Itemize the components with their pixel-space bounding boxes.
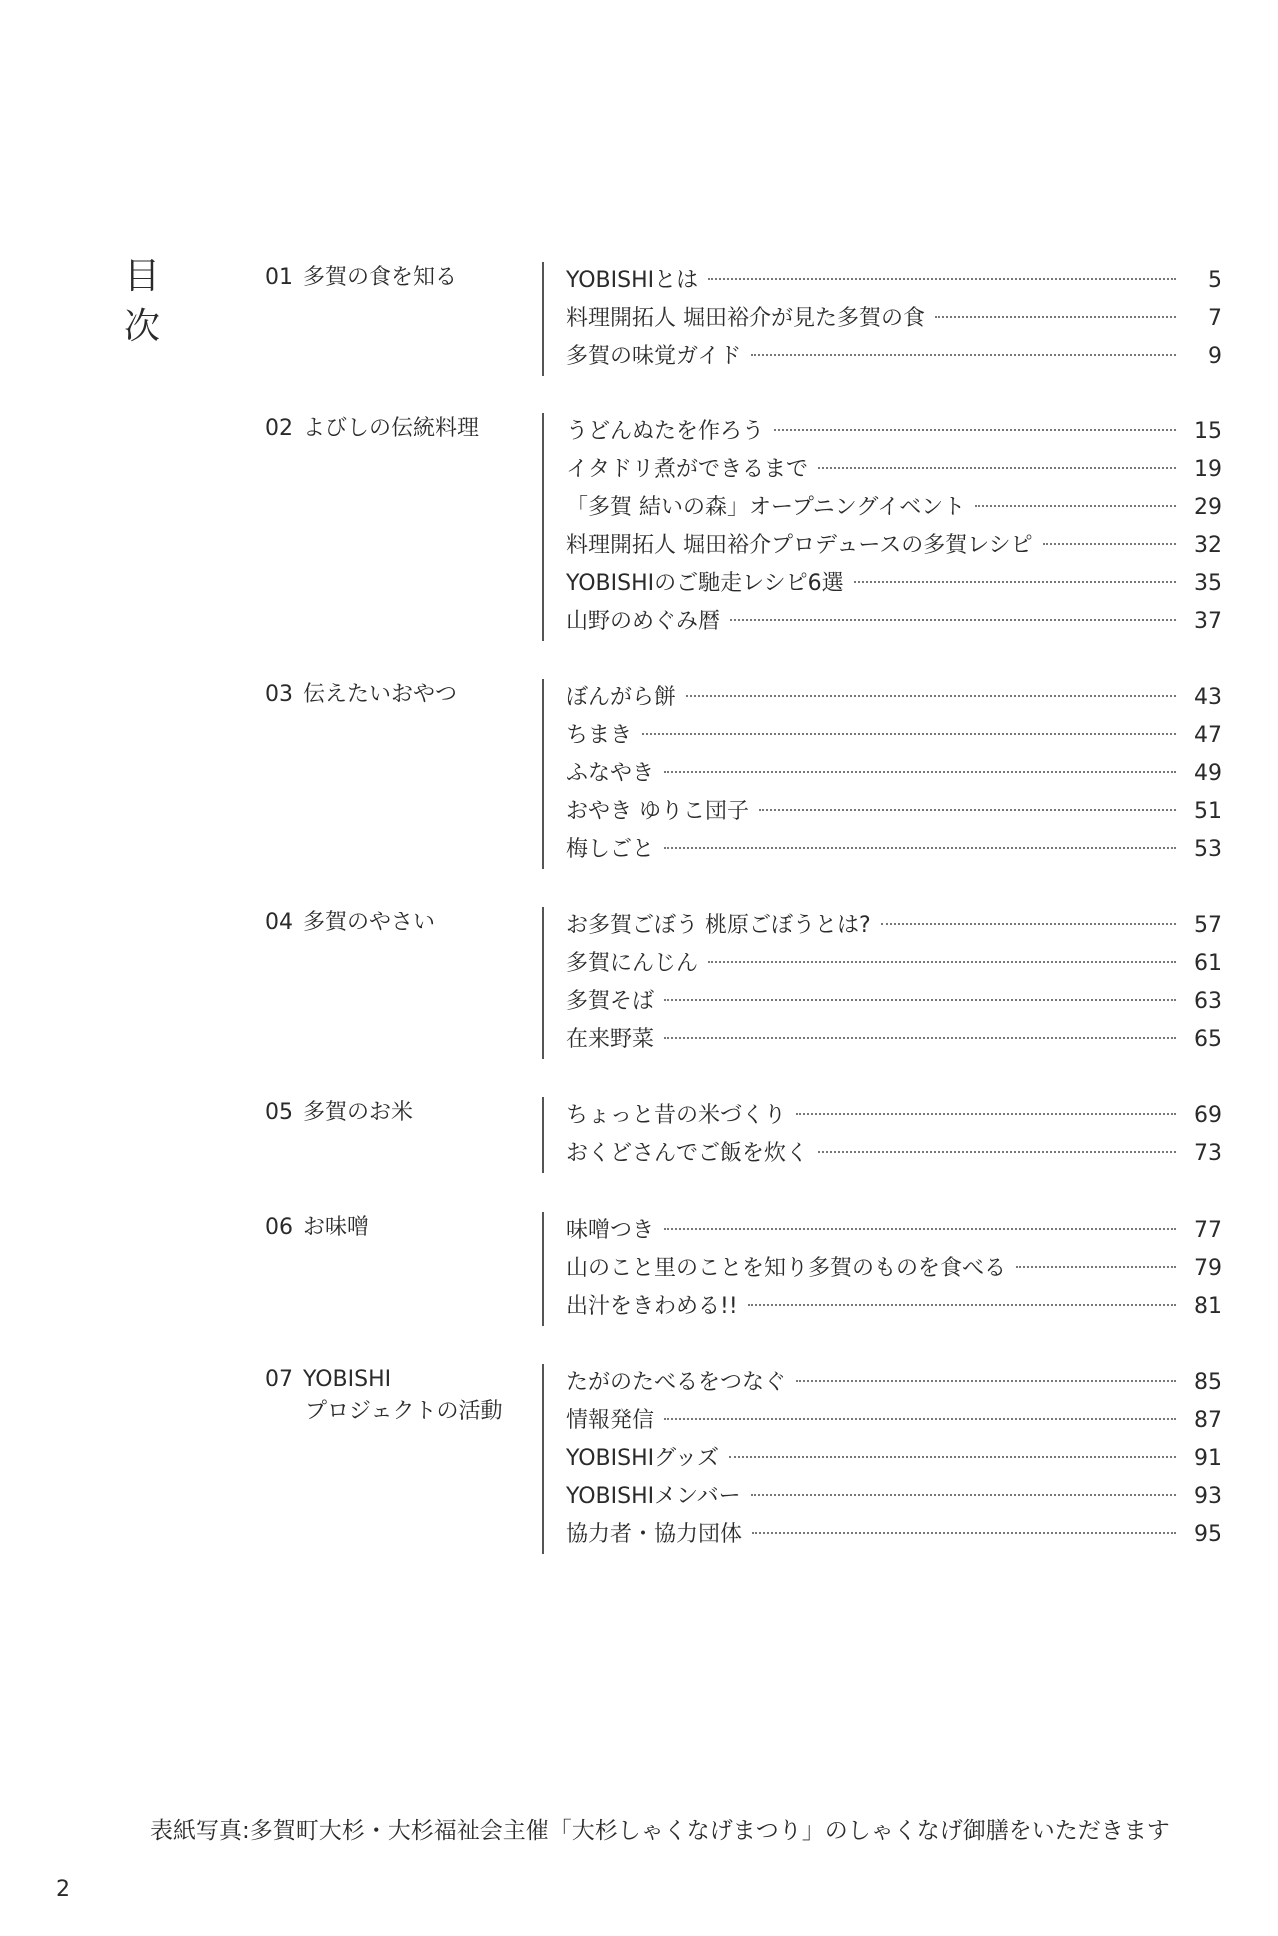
toc-entry[interactable] — [566, 413, 1222, 451]
leader-dots — [935, 316, 1176, 318]
toc-entry[interactable] — [566, 338, 1222, 376]
entry-title: 山野のめぐみ暦 — [566, 609, 721, 634]
section-number: 04 — [265, 910, 293, 935]
entry-title: 料理開拓人 堀田裕介が見た多賀の食 — [566, 306, 925, 331]
toc-entry[interactable] — [566, 489, 1222, 527]
entry-page: 91 — [1194, 1446, 1222, 1471]
entry-title: 協力者・協力団体 — [566, 1522, 743, 1547]
leader-dots — [759, 809, 1176, 811]
toc-entry[interactable] — [566, 717, 1222, 755]
leader-dots — [751, 354, 1176, 356]
section-number: 01 — [265, 265, 293, 290]
heading-char: 次 — [124, 306, 161, 347]
toc-entry[interactable] — [566, 300, 1222, 338]
leader-dots — [751, 1494, 1176, 1496]
toc-entry[interactable] — [566, 565, 1222, 603]
entry-title: 多賀そば — [566, 989, 655, 1014]
entry-title: 出汁をきわめる!! — [566, 1294, 738, 1319]
entry-page: 15 — [1194, 419, 1222, 444]
toc-entry[interactable] — [566, 527, 1222, 565]
entry-title: YOBISHIメンバー — [566, 1484, 741, 1509]
leader-dots — [664, 1418, 1176, 1420]
entry-page: 69 — [1194, 1103, 1222, 1128]
section-title: お味噌 — [303, 1215, 370, 1240]
section-label — [265, 262, 457, 294]
toc-entry[interactable] — [566, 1135, 1222, 1173]
leader-dots — [642, 733, 1176, 735]
leader-dots — [818, 467, 1176, 469]
entry-page: 7 — [1208, 306, 1222, 331]
section-title: 伝えたいおやつ — [303, 682, 458, 707]
entry-page: 5 — [1208, 268, 1222, 293]
section-number: 03 — [265, 682, 293, 707]
leader-dots — [729, 1456, 1176, 1458]
toc-entry[interactable] — [566, 1516, 1222, 1554]
toc-entry[interactable] — [566, 1097, 1222, 1135]
entry-title: 情報発信 — [566, 1408, 655, 1433]
toc-entry[interactable] — [566, 262, 1222, 300]
toc-entry[interactable] — [566, 1364, 1222, 1402]
entry-page: 51 — [1194, 799, 1222, 824]
entry-title: 多賀の味覚ガイド — [566, 344, 742, 369]
toc-entry[interactable] — [566, 1212, 1222, 1250]
entry-title: YOBISHIグッズ — [566, 1446, 720, 1471]
entry-list — [542, 413, 1222, 641]
section-label — [265, 907, 435, 939]
entry-title: ちまき — [566, 723, 633, 748]
page-heading — [124, 252, 164, 352]
leader-dots — [708, 278, 1176, 280]
toc-entry[interactable] — [566, 1021, 1222, 1059]
entry-list — [542, 1097, 1222, 1173]
entry-list — [542, 679, 1222, 869]
section-number: 05 — [265, 1100, 293, 1125]
section-label — [265, 1097, 413, 1129]
entry-title: 料理開拓人 堀田裕介プロデュースの多賀レシピ — [566, 533, 1033, 558]
entry-page: 19 — [1194, 457, 1222, 482]
section-title: 多賀のやさい — [303, 910, 436, 935]
entry-list — [542, 262, 1222, 376]
leader-dots — [975, 505, 1176, 507]
section-number: 07 — [265, 1367, 293, 1392]
entry-title: 多賀にんじん — [566, 951, 699, 976]
entry-page: 65 — [1194, 1027, 1222, 1052]
leader-dots — [748, 1304, 1176, 1306]
section-label — [265, 1212, 369, 1244]
page-number: 2 — [56, 1877, 70, 1902]
entry-title: 味噌つき — [566, 1218, 655, 1243]
leader-dots — [708, 961, 1176, 963]
entry-page: 29 — [1194, 495, 1222, 520]
section-title: YOBISHI — [303, 1367, 392, 1392]
entry-list — [542, 1212, 1222, 1326]
entry-title: 梅しごと — [566, 837, 655, 862]
entry-page: 77 — [1194, 1218, 1222, 1243]
toc-entry[interactable] — [566, 1288, 1222, 1326]
leader-dots — [796, 1380, 1176, 1382]
section-number: 06 — [265, 1215, 293, 1240]
entry-title: ちょっと昔の米づくり — [566, 1103, 787, 1128]
section-number: 02 — [265, 416, 293, 441]
toc-entry[interactable] — [566, 603, 1222, 641]
toc-entry[interactable] — [566, 451, 1222, 489]
leader-dots — [664, 1037, 1176, 1039]
section-subtitle: プロジェクトの活動 — [305, 1399, 503, 1424]
entry-page: 85 — [1194, 1370, 1222, 1395]
entry-page: 87 — [1194, 1408, 1222, 1433]
leader-dots — [796, 1113, 1176, 1115]
toc-entry[interactable] — [566, 1478, 1222, 1516]
toc-entry[interactable] — [566, 983, 1222, 1021]
section-label — [265, 1364, 503, 1428]
cover-photo-caption: 表紙写真:多賀町大杉・大杉福祉会主催「大杉しゃくなげまつり」のしゃくなげ御膳をいただきます — [150, 1818, 1170, 1844]
leader-dots — [752, 1532, 1176, 1534]
entry-page: 43 — [1194, 685, 1222, 710]
leader-dots — [1043, 543, 1176, 545]
entry-title: お多賀ごぼう 桃原ごぼうとは? — [566, 913, 871, 938]
leader-dots — [664, 999, 1176, 1001]
entry-title: ぼんがら餅 — [566, 685, 677, 710]
toc-entry[interactable] — [566, 1250, 1222, 1288]
leader-dots — [730, 619, 1176, 621]
heading-char: 目 — [124, 256, 161, 297]
leader-dots — [664, 847, 1176, 849]
entry-title: ふなやき — [566, 761, 655, 786]
toc-entry[interactable] — [566, 793, 1222, 831]
toc-entry[interactable] — [566, 945, 1222, 983]
leader-dots — [1016, 1266, 1176, 1268]
section-title: 多賀のお米 — [303, 1100, 414, 1125]
entry-title: イタドリ煮ができるまで — [566, 457, 809, 482]
leader-dots — [854, 581, 1176, 583]
leader-dots — [818, 1151, 1176, 1153]
entry-title: うどんぬたを作ろう — [566, 419, 765, 444]
section-title: 多賀の食を知る — [303, 265, 458, 290]
toc-entry[interactable] — [566, 755, 1222, 793]
entry-page: 81 — [1194, 1294, 1222, 1319]
entry-title: YOBISHIとは — [566, 268, 699, 293]
entry-title: 在来野菜 — [566, 1027, 655, 1052]
entry-title: おやき ゆりこ団子 — [566, 799, 749, 824]
leader-dots — [686, 695, 1176, 697]
entry-page: 37 — [1194, 609, 1222, 634]
entry-page: 32 — [1194, 533, 1222, 558]
toc-entry[interactable] — [566, 679, 1222, 717]
section-label — [265, 413, 479, 445]
entry-page: 9 — [1208, 344, 1222, 369]
leader-dots — [664, 771, 1176, 773]
toc-entry[interactable] — [566, 1402, 1222, 1440]
entry-list — [542, 1364, 1222, 1554]
entry-page: 57 — [1194, 913, 1222, 938]
entry-title: たがのたべるをつなぐ — [566, 1370, 787, 1395]
section-label — [265, 679, 457, 711]
entry-page: 93 — [1194, 1484, 1222, 1509]
entry-page: 49 — [1194, 761, 1222, 786]
leader-dots — [774, 429, 1176, 431]
entry-page: 61 — [1194, 951, 1222, 976]
toc-entry[interactable] — [566, 1440, 1222, 1478]
section-title: よびしの伝統料理 — [303, 416, 480, 441]
leader-dots — [881, 923, 1176, 925]
entry-title: 山のこと里のことを知り多賀のものを食べる — [566, 1256, 1007, 1281]
entry-page: 53 — [1194, 837, 1222, 862]
entry-page: 47 — [1194, 723, 1222, 748]
entry-title: 「多賀 結いの森」オープニングイベント — [566, 495, 966, 520]
leader-dots — [664, 1228, 1176, 1230]
entry-page: 95 — [1194, 1522, 1222, 1547]
entry-page: 35 — [1194, 571, 1222, 596]
toc-entry[interactable] — [566, 831, 1222, 869]
toc-entry[interactable] — [566, 907, 1222, 945]
entry-title: YOBISHIのご馳走レシピ6選 — [566, 571, 844, 596]
entry-page: 79 — [1194, 1256, 1222, 1281]
entry-title: おくどさんでご飯を炊く — [566, 1141, 809, 1166]
entry-page: 63 — [1194, 989, 1222, 1014]
entry-list — [542, 907, 1222, 1059]
entry-page: 73 — [1194, 1141, 1222, 1166]
